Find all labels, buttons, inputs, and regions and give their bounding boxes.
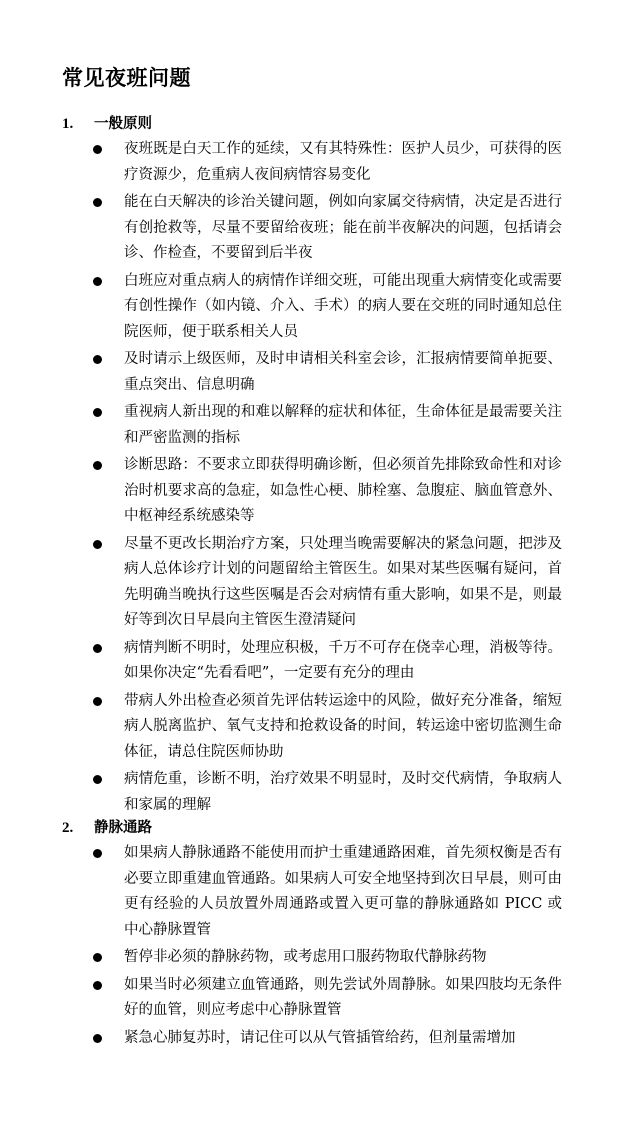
bullet-icon	[93, 198, 102, 207]
bullet-icon	[93, 1034, 102, 1043]
list-item-text: 尽量不更改长期治疗方案，只处理当晚需要解决的紧急问题，把涉及病人总体诊疗计划的问题留给主管医生。如果对某些医嘱有疑问，首先明确当晚执行这些医嘱是否会对病情有重大影响，如果不是，则最好等到次日早晨向主管医生澄清疑问	[124, 535, 562, 628]
list-item-text: 病情判断不明时，处理应积极，千万不可存在侥幸心理，消极等待。如果你决定“先看看吧”，一定要有充分的理由	[124, 639, 562, 681]
list-item-text: 及时请示上级医师，及时申请相关科室会诊，汇报病情要简单扼要、重点突出、信息明确	[124, 351, 562, 393]
list-item-text: 白班应对重点病人的病情作详细交班，可能出现重大病情变化或需要有创性操作（如内镜、介入、手术）的病人要在交班的同时通知总住院医师，便于联系相关人员	[124, 272, 562, 340]
bullet-icon	[93, 849, 102, 858]
list-item	[0, 841, 562, 943]
list-item-text: 重视病人新出现的和难以解释的症状和体征，生命体征是最需要关注和严密监测的指标	[124, 404, 562, 446]
bullet-icon	[93, 981, 102, 990]
list-item-text: 能在白天解决的诊治关键问题，例如向家属交待病情，决定是否进行有创抢救等，尽量不要留给夜班；能在前半夜解决的问题，包括请会诊、作检查，不要留到后半夜	[124, 194, 562, 261]
bullet-icon	[93, 644, 102, 653]
bullet-icon	[93, 408, 102, 417]
section-heading	[0, 815, 623, 841]
list-item	[0, 453, 562, 530]
list-item-text: 如果当时必须建立血管通路，则先尝试外周静脉。如果四肢均无条件好的血管，则应考虑中心静脉置管	[124, 976, 562, 1018]
section-number: 2.	[62, 820, 74, 836]
list-item	[0, 1026, 562, 1052]
list-item	[0, 400, 562, 451]
list-item	[0, 636, 562, 687]
bullet-icon	[93, 277, 102, 286]
list-item	[0, 190, 562, 267]
section-iv-access	[0, 815, 623, 1053]
list-item-text: 带病人外出检查必须首先评估转运途中的风险，做好充分准备，缩短病人脱离监护、氧气支持和抢救设备的时间，转运途中密切监测生命体征，请总住院医师协助	[124, 692, 562, 760]
list-item	[0, 532, 562, 634]
page-title: 常见夜班问题	[62, 66, 191, 90]
list-item-text: 夜班既是白天工作的延续，又有其特殊性：医护人员少，可获得的医疗资源少，危重病人夜间病情容易变化	[124, 141, 562, 183]
list-item-text: 如果病人静脉通路不能使用而护士重建通路困难，首先须权衡是否有必要立即重建血管通路。如果病人可安全地坚持到次日早晨，则可由更有经验的人员放置外周通路或置入更可靠的静脉通路如 PICC 或中心静脉置管	[124, 845, 562, 938]
list-item	[0, 973, 562, 1024]
bullet-icon	[93, 775, 102, 784]
bullet-icon	[93, 953, 102, 962]
section-title: 静脉通路	[94, 820, 152, 836]
bullet-list	[0, 841, 623, 1051]
section-general-principles	[0, 111, 623, 820]
section-heading	[0, 111, 623, 137]
list-item	[0, 137, 562, 188]
list-item-text: 暂停非必须的静脉药物，或考虑用口服药物取代静脉药物	[124, 949, 487, 965]
bullet-icon	[93, 145, 102, 154]
list-item-text: 紧急心肺复苏时，请记住可以从气管插管给药，但剂量需增加	[124, 1029, 516, 1046]
list-item	[0, 689, 562, 766]
list-item-text: 诊断思路：不要求立即获得明确诊断，但必须首先排除致命性和对诊治时机要求高的急症，如急性心梗、肺栓塞、急腹症、脑血管意外、中枢神经系统感染等	[124, 457, 562, 524]
bullet-icon	[93, 697, 102, 706]
bullet-list	[0, 137, 623, 818]
section-title: 一般原则	[94, 116, 152, 132]
bullet-icon	[93, 355, 102, 364]
section-number: 1.	[62, 116, 74, 132]
list-item	[0, 945, 562, 971]
bullet-icon	[93, 540, 102, 549]
list-item-text: 病情危重，诊断不明，治疗效果不明显时，及时交代病情，争取病人和家属的理解	[124, 771, 562, 813]
list-item	[0, 347, 562, 398]
list-item	[0, 767, 562, 818]
list-item	[0, 269, 562, 346]
bullet-icon	[93, 461, 102, 470]
